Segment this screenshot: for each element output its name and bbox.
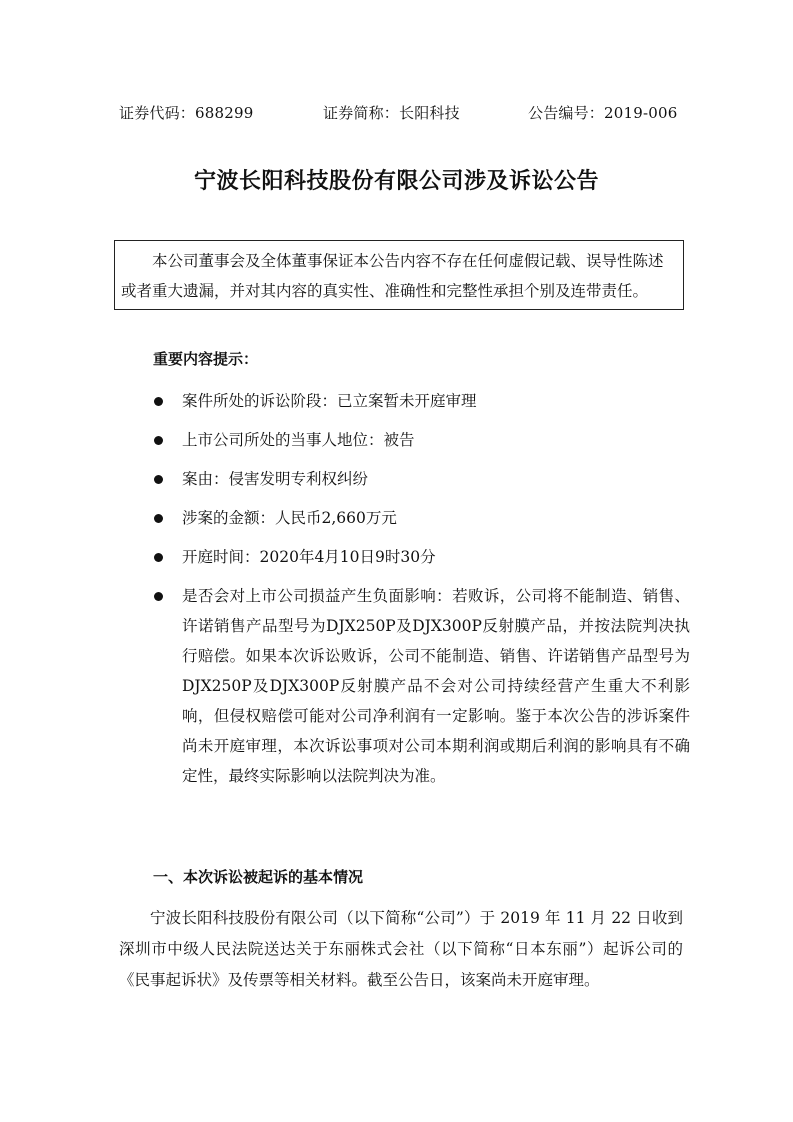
section-1-paragraph: 宁波长阳科技股份有限公司（以下简称“公司”）于 2019 年 11 月 22 日收到深圳市中级人民法院送达关于东丽株式会社（以下简称“日本东丽”）起诉公司的《民事起诉状》及传票等相关材料。截至公告日，该案尚未开庭审理。 bbox=[119, 909, 683, 989]
list-item-party-status bbox=[150, 425, 690, 455]
bullet-dot-icon bbox=[154, 592, 163, 601]
section-1-heading: 一、本次诉讼被起诉的基本情况 bbox=[153, 868, 364, 886]
notice-number: 公告编号：2019-006 bbox=[528, 104, 678, 122]
list-item-litigation-stage bbox=[150, 386, 690, 416]
list-item-text: 是否会对上市公司损益产生负面影响：若败诉，公司将不能制造、销售、许诺销售产品型号为DJX250P及DJX300P反射膜产品，并按法院判决执行赔偿。如果本次诉讼败诉，公司不能制造、销售、许诺销售产品型号为DJX250P及DJX300P反射膜产品不会对公司持续经营产生重大不利影响，但侵权赔偿可能对公司净利润有一定影响。鉴于本次公告的涉诉案件尚未开庭审理，本次诉讼事项对公司本期利润或期后利润的影响具有不确定性，最终实际影响以法院判决为准。 bbox=[182, 587, 690, 785]
bullet-dot-icon bbox=[154, 514, 163, 523]
important-notes-list bbox=[150, 386, 690, 800]
list-item-text: 涉案的金额：人民币2,660万元 bbox=[182, 509, 397, 527]
list-item-hearing-time bbox=[150, 542, 690, 572]
list-item-impact bbox=[150, 581, 690, 791]
bullet-dot-icon bbox=[154, 436, 163, 445]
board-guarantee-notice: 本公司董事会及全体董事保证本公告内容不存在任何虚假记载、误导性陈述或者重大遗漏，并对其内容的真实性、准确性和完整性承担个别及连带责任。 bbox=[114, 240, 684, 310]
security-code: 证券代码：688299 bbox=[119, 104, 254, 122]
bullet-dot-icon bbox=[154, 397, 163, 406]
list-item-text: 案件所处的诉讼阶段：已立案暂未开庭审理 bbox=[182, 392, 477, 410]
list-item-text: 上市公司所处的当事人地位：被告 bbox=[182, 431, 415, 449]
list-item-text: 开庭时间：2020年4月10日9时30分 bbox=[182, 548, 436, 566]
security-short-name: 证券简称：长阳科技 bbox=[323, 104, 460, 122]
bullet-dot-icon bbox=[154, 553, 163, 562]
list-item-cause bbox=[150, 464, 690, 494]
bullet-dot-icon bbox=[154, 475, 163, 484]
list-item-amount bbox=[150, 503, 690, 533]
page-title: 宁波长阳科技股份有限公司涉及诉讼公告 bbox=[193, 169, 599, 194]
important-notes-heading: 重要内容提示： bbox=[153, 350, 259, 368]
list-item-text: 案由：侵害发明专利权纠纷 bbox=[182, 470, 369, 488]
